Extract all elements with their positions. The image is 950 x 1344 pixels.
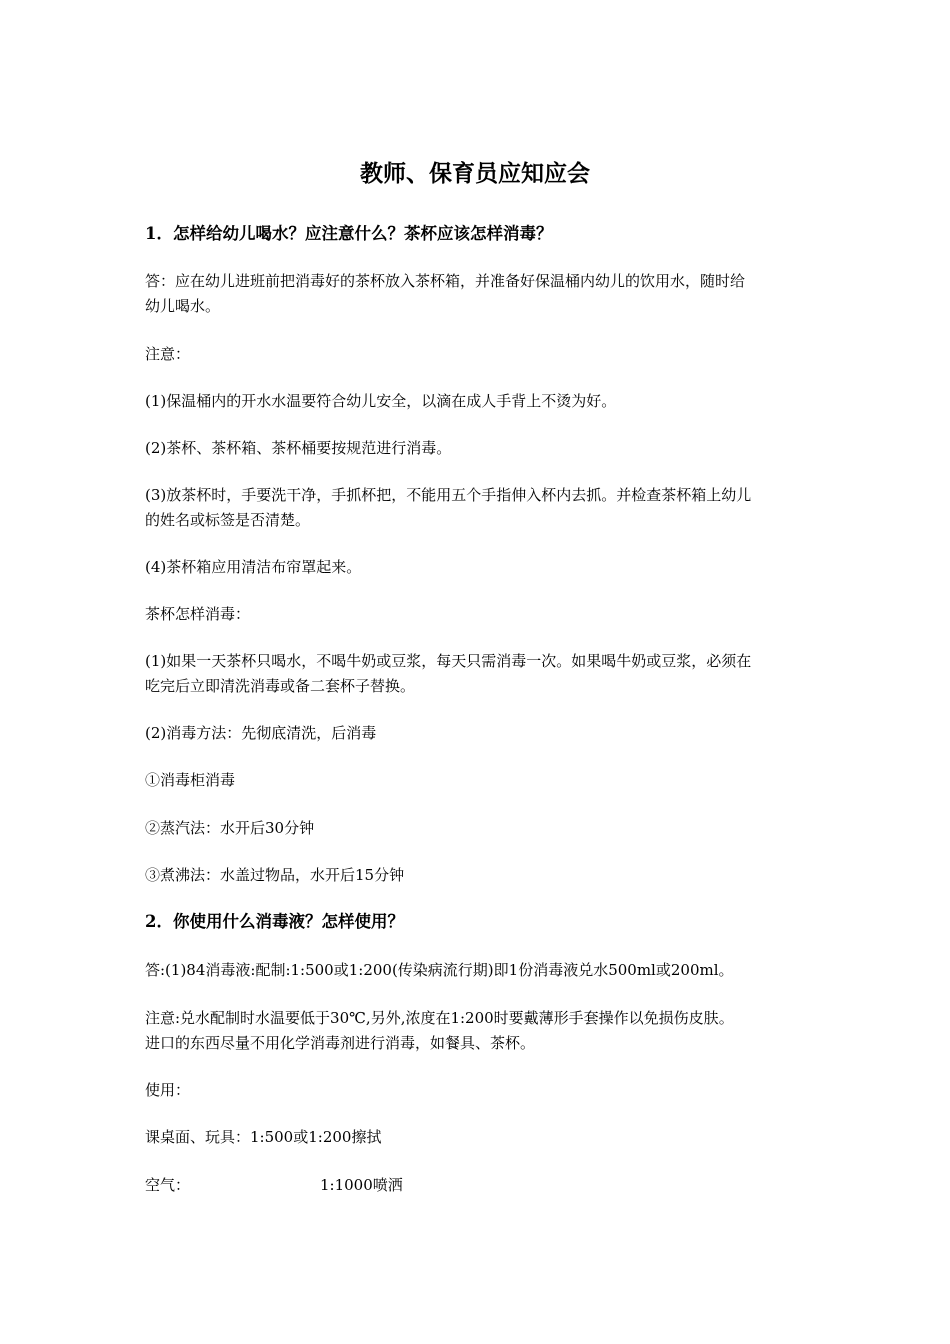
question-2-heading: 2．你使用什么消毒液？怎样使用？ bbox=[145, 912, 404, 931]
q1-disinfect-2: (2)消毒方法：先彻底清洗，后消毒 bbox=[145, 724, 377, 742]
q1-note-4: (4)茶杯箱应用清洁布帘罩起来。 bbox=[145, 558, 362, 576]
q1-note-3-line-1: (3)放茶杯时，手要洗干净，手抓杯把，不能用五个手指伸入杯内去抓。并检查茶杯箱上幼儿 bbox=[145, 486, 752, 504]
document-title: 教师、保育员应知应会 bbox=[360, 160, 590, 187]
q1-note-1: (1)保温桶内的开水水温要符合幼儿安全，以滴在成人手背上不烫为好。 bbox=[145, 392, 617, 410]
q1-note-3-line-2: 的姓名或标签是否清楚。 bbox=[145, 511, 311, 529]
q1-disinfect-label: 茶杯怎样消毒： bbox=[145, 605, 251, 623]
q1-notice-label: 注意： bbox=[145, 345, 191, 363]
q1-method-3: ③煮沸法：水盖过物品，水开后15分钟 bbox=[145, 866, 405, 884]
q1-disinfect-1-line-1: (1)如果一天茶杯只喝水，不喝牛奶或豆浆，每天只需消毒一次。如果喝牛奶或豆浆，必须在 bbox=[145, 652, 752, 670]
q2-usage-desk: 课桌面、玩具：1:500或1:200擦拭 bbox=[145, 1128, 382, 1146]
q2-answer: 答:(1)84消毒液:配制:1:500或1:200(传染病流行期)即1份消毒液兑水500ml或200ml。 bbox=[145, 961, 734, 979]
q1-method-1: ①消毒柜消毒 bbox=[145, 771, 236, 789]
q2-usage-label: 使用： bbox=[145, 1081, 191, 1099]
q2-usage-air-value: 1:1000喷洒 bbox=[320, 1176, 403, 1194]
question-1-heading: 1．怎样给幼儿喝水？应注意什么？茶杯应该怎样消毒？ bbox=[145, 224, 553, 243]
q2-usage-air-label: 空气： bbox=[145, 1176, 191, 1194]
q2-notice-line-1: 注意:兑水配制时水温要低于30℃,另外,浓度在1:200时要戴薄形手套操作以免损伤皮肤。 bbox=[145, 1009, 734, 1027]
q1-disinfect-1-line-2: 吃完后立即清洗消毒或备二套杯子替换。 bbox=[145, 677, 416, 695]
q2-usage-air-row bbox=[145, 1173, 403, 1197]
q1-answer-line-2: 幼儿喝水。 bbox=[145, 297, 221, 315]
q2-notice-line-2: 进口的东西尽量不用化学消毒剂进行消毒，如餐具、茶杯。 bbox=[145, 1034, 536, 1052]
q1-method-2: ②蒸汽法：水开后30分钟 bbox=[145, 819, 315, 837]
q1-answer-line-1: 答：应在幼儿进班前把消毒好的茶杯放入茶杯箱，并准备好保温桶内幼儿的饮用水，随时给 bbox=[145, 272, 746, 290]
q1-note-2: (2)茶杯、茶杯箱、茶杯桶要按规范进行消毒。 bbox=[145, 439, 452, 457]
